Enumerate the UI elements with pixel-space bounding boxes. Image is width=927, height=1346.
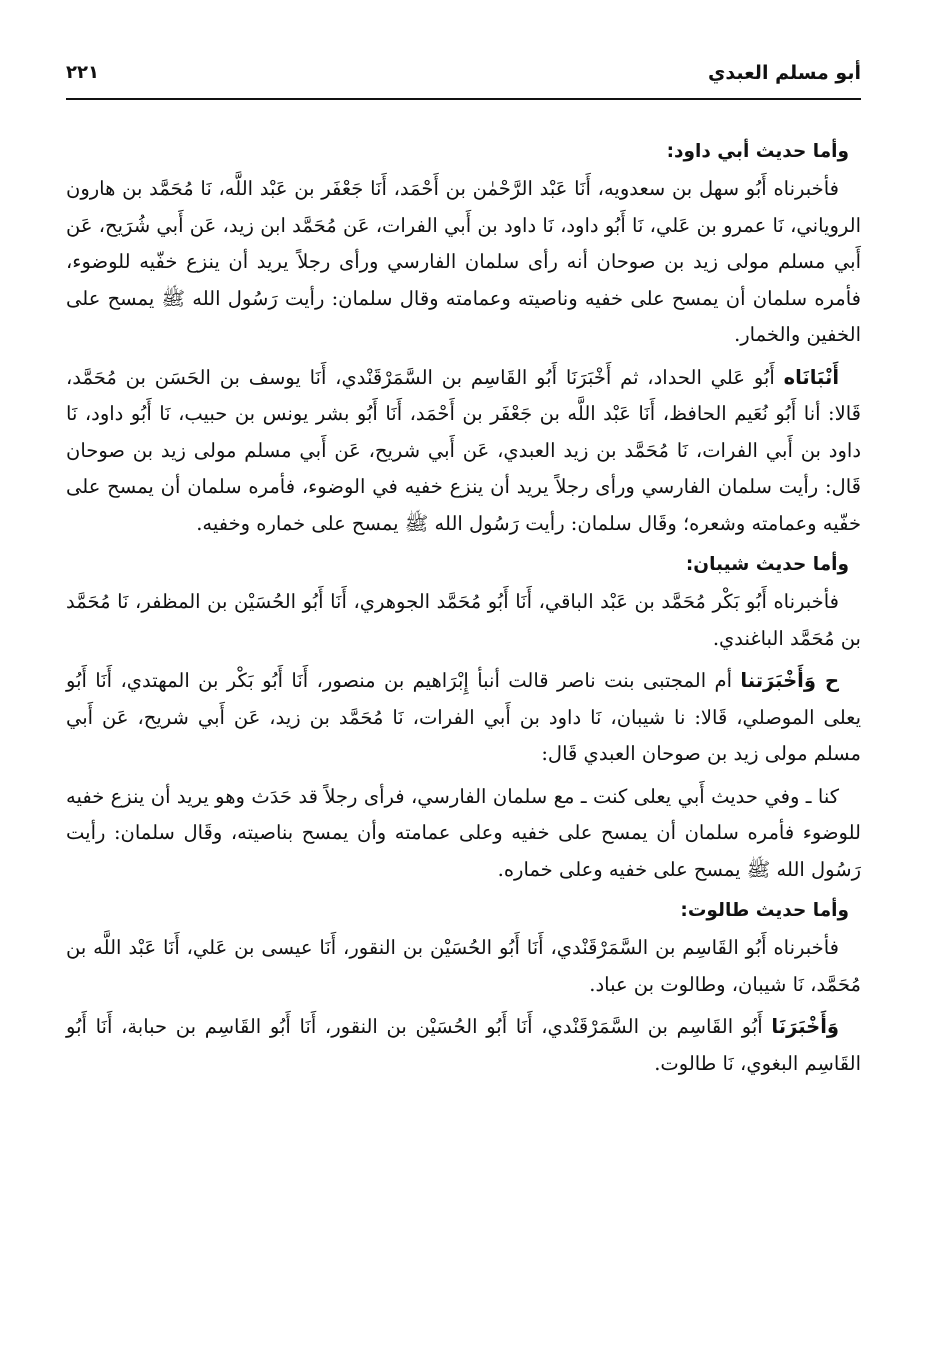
paragraph (66, 930, 861, 1003)
page-body (66, 135, 861, 1088)
running-title: أبو مسلم العبدي (707, 62, 861, 84)
paragraph (66, 779, 861, 889)
paragraph-text: فأخبرناه أَبُو بَكْر مُحَمَّد بن عَبْد الباقي، أَنَا أَبُو مُحَمَّد الجوهري، أَنَا أَبُو الحُسَيْن بن المظفر، نَا مُحَمَّد بن مُحَمَّد الباغندي. (66, 590, 861, 650)
paragraph (66, 584, 861, 657)
section-heading: وأما حديث طالوت: (680, 900, 849, 921)
paragraph-text: فأخبرناه أَبُو سهل بن سعدويه، أَنَا عَبْد الرَّحْمٰن بن أَحْمَد، أَنَا جَعْفَر بن عَبْد اللَّه، نَا مُحَمَّد بن هارون الروياني، نَا عمرو بن عَلي، نَا أَبُو داود، نَا داود بن أَبي الفرات، عَن مُحَمَّد ابن زيد، عَن أَبي شُرَيح، عَن أَبي مسلم مولى زيد بن صوحان أنه رأى سلمان الفارسي ورأى رجلاً يريد أن ينزع خفّيه للوضوء، فأمره سلمان أن يمسح على خفيه وناصيته وعمامته وقال سلمان: رأيت رَسُول الله ﷺ يمسح على الخفين والخمار. (66, 177, 861, 346)
paragraph (66, 171, 861, 354)
page-header (66, 58, 861, 92)
paragraph-text: أم المجتبى بنت ناصر قالت أنبأ إِبْرَاهيم بن منصور، أَنَا أَبُو بَكْر بن المهتدي، أَنَا أَبُو يعلى الموصلي، قَالا: نا شيبان، نَا داود بن أَبي الفرات، نَا مُحَمَّد بن زيد، عَن أَبي شريح، عَن أَبي مسلم مولى زيد بن صوحان العبدي قَال: (66, 669, 861, 765)
paragraph-lead: وَأَخْبَرَنَا (771, 1015, 840, 1038)
section-heading: وأما حديث شيبان: (685, 554, 849, 575)
paragraph (66, 360, 861, 543)
paragraph-text: كنا ـ وفي حديث أَبي يعلى كنت ـ مع سلمان الفارسي، فرأى رجلاً قد حَدَث وهو يريد أن ينزع خفيه للوضوء فأمره سلمان أن يمسح على خفيه وعلى عمامته وأن يمسح بناصيته، وقَال سلمان: رأيت رَسُول الله ﷺ يمسح على خفيه وعلى خماره. (66, 784, 861, 881)
paragraph-text: أَبُو عَلي الحداد، ثم أَخْبَرَنَا أَبُو القَاسِم بن السَّمَرْقَنْدي، أَنَا يوسف بن الحَسَن بن مُحَمَّد، قَالا: أنا أَبُو نُعَيم الحافظ، أَنَا عَبْد اللَّه بن جَعْفَر بن أَحْمَد، أَنَا أَبُو بشر يونس بن حبيب، نَا أَبُو داود، نَا داود بن أَبي الفرات، نَا مُحَمَّد بن زيد العبدي، عَن أَبي شريح، عَن أَبي مسلم مولى زيد بن صوحان قَال: رأيت سلمان الفارسي ورأى رجلاً يريد أن ينزع خفيه في الوضوء، فأمره سلمان أن يمسح على خفّيه وعمامته وشعره؛ وقَال سلمان: رأيت رَسُول الله ﷺ يمسح على خماره وخفيه. (66, 365, 861, 535)
paragraph-lead: ح وَأَخْبَرَتنا (740, 669, 840, 692)
paragraph-text: أَبُو القَاسِم بن السَّمَرْقَنْدي، أَنَا أَبُو الحُسَيْن بن النقور، أَنَا أَبُو القَاسِم بن حبابة، أَنَا أَبُو القَاسِم البغوي، نَا طالوت. (66, 1015, 861, 1075)
section-heading: وأما حديث أبي داود: (666, 141, 849, 162)
paragraph-text: فأخبرناه أَبُو القَاسِم بن السَّمَرْقَنْدي، أَنَا أَبُو الحُسَيْن بن النقور، أَنَا عيسى بن عَلي، أَنَا عَبْد اللَّه بن مُحَمَّد، نَا شيبان، وطالوت بن عباد. (66, 936, 861, 996)
paragraph (66, 663, 861, 773)
paragraph (66, 1009, 861, 1082)
paragraph-lead: أَنْبَانَاه (783, 365, 840, 389)
page-number: ٢٢١ (66, 62, 99, 83)
header-rule (66, 98, 861, 100)
